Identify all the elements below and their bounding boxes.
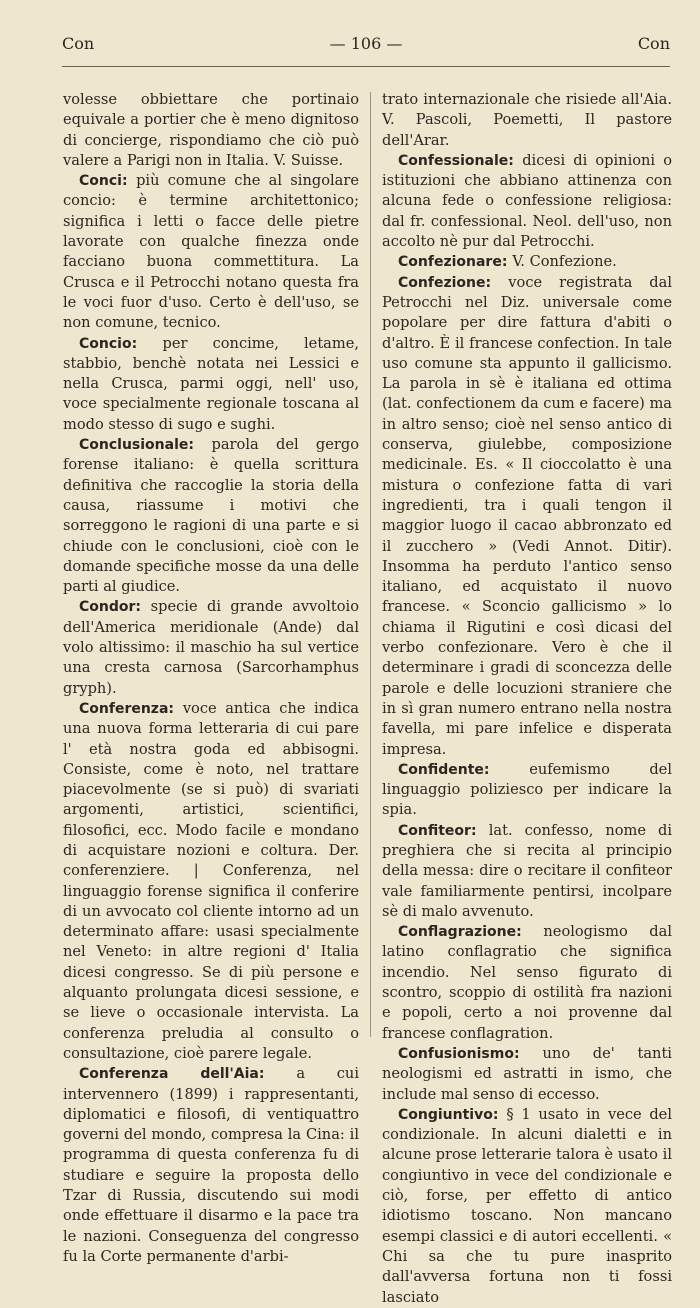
entry-colon: :: [168, 700, 183, 717]
entry-text: § 1 usato in vece del condizionale. In alcuni dialetti e in alcune prose letterarie talora è usato il congiuntivo in vece del condizionale e ciò, forse, per effetto di antico idiotismo toscano. Non mancano esempi classici e di autori eccellenti. « Chi sa che tu pure inasprito dall'avversa fortuna non ti fossi lasciato: [382, 1105, 672, 1306]
entry-text: neologismo dal latino conflagratio che significa incendio. Nel senso figurato di scontro, scoppio di ostilità fra nazioni e popoli, certo a noi provenne dal francese conflagration.: [382, 923, 672, 1042]
entry-text: uno de' tanti neologismi ed astratti in ismo, che include mal senso di eccesso.: [382, 1044, 672, 1103]
right-column: [382, 90, 672, 1308]
entry-colon: :: [121, 173, 137, 190]
entry-headword: Confidente: [398, 761, 484, 778]
entry: [63, 1064, 359, 1267]
entry-colon: :: [131, 335, 163, 352]
header-left-guideword: Con: [62, 34, 95, 53]
entry-text: lat. confesso, nome di preghiera che si recita al principio della messa: dire o recitare il confiteor vale familiarmente pentirsi, incolpare sè di malo avvenuto.: [382, 821, 672, 920]
entry-text: voce antica che indica una nuova forma letteraria di cui pare l' età nostra goda ed abbisogni. Consiste, come è noto, nel trattare piacevolmente (se si può) di svariati argomenti, artistici, scientifici, filosofici, ecc. Modo facile e mondano di acquistare nozioni e coltura. Der. conferenziere. | Conferenza, nel linguaggio forense significa il conferire di un avvocato col cliente intorno ad un determinato affare: usasi specialmente nel Veneto: in altre regioni d' Italia dicesi congresso. Se di più persone e alquanto prolungata dicesi sessione, e se lieve o occasionale intervista. La conferenza preludia al consulto o consultazione, cioè parere legale.: [63, 699, 359, 1062]
entry: [382, 922, 672, 1044]
entry-text: eufemismo del linguaggio poliziesco per indicare la spia.: [382, 760, 672, 819]
entry-colon: :: [508, 152, 523, 169]
running-header: [62, 34, 670, 58]
entry-text: a cui intervennero (1899) i rappresentanti, diplomatici e filosofi, di ventiquattro governi del mondo, compresa la Cina: il programma di questa conferenza fu di studiare e seguire la proposta dello Tzar di Russia, discutendo sui modi onde effettuare il disarmo e la pace tra le nazioni. Conseguenza del congresso fu la Corte permanente d'arbi-: [63, 1065, 359, 1265]
entry-continuation: [63, 90, 359, 171]
entry-colon: :: [516, 924, 544, 941]
entry-colon: :: [258, 1066, 297, 1083]
entry-colon: :: [501, 254, 513, 271]
page-number: — 106 —: [329, 34, 403, 53]
entry-headword: Confessionale: [398, 152, 509, 169]
entry-headword: Confiteor: [398, 822, 471, 839]
column-divider: [370, 92, 371, 1037]
entry: [382, 1105, 672, 1308]
entry: [63, 597, 359, 698]
entry: [382, 252, 672, 272]
entry-headword: Conclusionale: [79, 437, 189, 454]
entry-headword: Conferenza: [79, 700, 169, 717]
entry-text: specie di grande avvoltoio dell'America meridionale (Ande) dal volo altissimo: il maschio ha sul vertice una cresta carnosa (Sarcorhamphus gryph).: [63, 598, 359, 697]
entry: [63, 334, 359, 435]
entry-colon: :: [492, 1106, 507, 1123]
entry-headword: Conci: [79, 173, 122, 190]
entry: [382, 760, 672, 821]
entry-text: parola del gergo forense italiano: è quella scrittura definitiva che raccoglie la storia della causa, riassume i motivi che sorreggono le ragioni di una parte e si chiude con le conclusioni, cioè con le domande specifiche mosse da una delle parti al giudice.: [63, 436, 359, 596]
entry-headword: Congiuntivo: [398, 1106, 493, 1123]
entry-text: per concime, letame, stabbio, benchè notata nei Lessici e nella Crusca, parmi oggi, nell' uso, voce specialmente regionale toscana al modo stesso di sugo e sughi.: [63, 334, 359, 433]
entry-colon: :: [188, 437, 212, 454]
entry-headword: Confusionismo: [398, 1045, 514, 1062]
entry: [382, 273, 672, 760]
entry-colon: :: [135, 599, 151, 616]
entry: [382, 821, 672, 922]
header-right-guideword: Con: [637, 34, 670, 53]
entry-text: volesse obbiettare che portinaio equivale a portier che è meno dignitoso di concierge, rispondiamo che ciò può valere a Parigi non in Italia. V. Suisse.: [63, 91, 359, 169]
entry: [63, 171, 359, 333]
entry-headword: Concio: [79, 335, 132, 352]
entry-text: più comune che al singolare concio: è termine architettonico; significa i letti o facce delle pietre lavorate con qualche finezza onde facciano buona commettitura. La Crusca e il Petrocchi notano questa fra le voci fuor d'uso. Certo è dell'uso, se non comune, tecnico.: [63, 172, 359, 332]
entry-headword: Conflagrazione: [398, 924, 517, 941]
entry-headword: Confezione: [398, 274, 486, 291]
entry-headword: Condor: [79, 599, 136, 616]
entry-colon: :: [470, 822, 489, 839]
entry-colon: :: [483, 761, 530, 778]
entry: [63, 435, 359, 597]
entry-text: trato internazionale che risiede all'Aia. V. Pascoli, Poemetti, Il pastore dell'Arar.: [382, 91, 672, 149]
entry-text: dicesi di opinioni o istituzioni che abbiano attinenza con alcuna fede o confessione religiosa: dal fr. confessional. Neol. dell'uso, non accolto nè pur dal Petrocchi.: [382, 151, 672, 251]
entry: [382, 1044, 672, 1105]
entry-continuation: [382, 90, 672, 151]
entry-headword: Confezionare: [398, 254, 502, 271]
entry: [63, 699, 359, 1064]
header-rule: [62, 66, 670, 67]
entry-colon: :: [485, 274, 509, 291]
entry-text: V. Confezione.: [512, 253, 617, 271]
entry-colon: :: [513, 1045, 543, 1062]
entry: [382, 151, 672, 252]
entry-text: voce registrata dal Petrocchi nel Diz. universale come popolare per dire fattura d'abiti o d'altro. È il francese confection. In tale uso comune sta appunto il gallicismo. La parola in sè è italiana ed ottima (lat. confectionem da cum e facere) ma in altro senso; cioè nel senso antico di conserva, giulebbe, composizione medicinale. Es. « Il cioccolatto è una mistura o confezione fatta di vari ingredienti, tra i quali tengon il maggior luogo il cacao abbronzato ed il zucchero » (Vedi Annot. Ditir). Insomma ha perduto l'antico senso italiano, ed acquistato il nuovo francese. « Sconcio gallicismo » lo chiama il Rigutini e così dicasi del verbo confezionare. Vero è che il determinare i gradi di sconcezza delle parole e delle locuzioni straniere che in sì gran numero entrano nella nostra favella, mi pare infelice e disperata impresa.: [382, 273, 673, 758]
entry-headword: Conferenza dell'Aia: [79, 1066, 259, 1083]
